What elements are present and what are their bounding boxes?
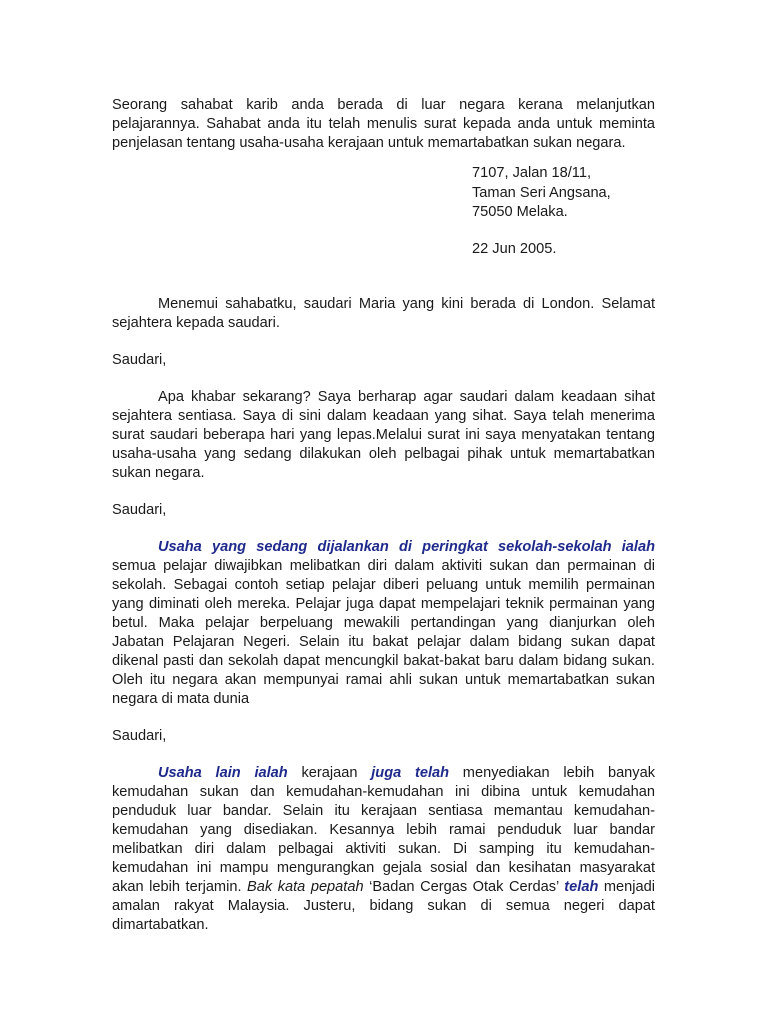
salutation-3: Saudari, bbox=[112, 727, 167, 744]
address-line-1: 7107, Jalan 18/11, bbox=[472, 165, 592, 181]
proverb-quote: ‘Badan Cergas Otak Cerdas’ bbox=[363, 878, 565, 895]
paragraph-introduction: Apa khabar sekarang? Saya berharap agar saudari dalam keadaan sihat sejahtera sentiasa. Saya di sini dalam keadaan yang sihat. Saya telah menerima surat saudari beberapa hari yang lepas.Melalui surat ini saya menyatakan tentang usaha-usaha yang sedang dilakukan oleh pelbagai pihak untuk memartabatkan sukan negara. bbox=[112, 388, 655, 481]
highlighted-phrase-3: telah bbox=[564, 878, 599, 895]
paragraph-body: semua pelajar diwajibkan melibatkan diri dalam aktiviti sukan dan permainan di sekolah. Sebagai contoh setiap pelajar diberi peluang untuk memilih permainan yang diminati oleh mereka. Pelajar juga dapat mempelajari teknik permainan yang betul. Maka pelajar berpeluang mewakili pertandingan yang dianjurkan oleh Jabatan Pelajaran Negeri. Selain itu bakat pelajar dalam bidang sukan dapat dikenal pasti dan sekolah dapat mencungkil bakat-bakat baru dalam bidang sukan. Oleh itu negara akan mempunyai ramai ahli sukan untuk memartabatkan sukan negara di mata dunia bbox=[112, 557, 655, 707]
opening-greeting: Menemui sahabatku, saudari Maria yang kini berada di London. Selamat sejahtera kepada saudari. bbox=[112, 295, 655, 331]
letter-date: 22 Jun 2005. bbox=[472, 240, 557, 257]
question-prompt: Seorang sahabat karib anda berada di luar negara kerana melanjutkan pelajarannya. Sahabat anda itu telah menulis surat kepada anda untuk meminta penjelasan tentang usaha-usaha kerajaan untuk memartabatkan sukan negara. bbox=[112, 97, 655, 151]
paragraph-government-efforts bbox=[112, 764, 655, 935]
letter-document bbox=[112, 96, 655, 935]
address-line-2: Taman Seri Angsana, bbox=[472, 184, 611, 201]
highlighted-phrase-2: juga telah bbox=[371, 764, 450, 781]
highlighted-topic-sentence: Usaha yang sedang dijalankan di peringkat sekolah-sekolah ialah bbox=[158, 538, 655, 555]
italic-phrase: Bak kata pepatah bbox=[247, 878, 364, 895]
salutation-1: Saudari, bbox=[112, 351, 167, 368]
paragraph-text-1: kerajaan bbox=[287, 764, 372, 781]
paragraph-school-efforts bbox=[112, 538, 655, 709]
salutation-2: Saudari, bbox=[112, 501, 167, 518]
sender-address bbox=[472, 164, 655, 223]
highlighted-phrase-1: Usaha lain ialah bbox=[158, 764, 288, 781]
paragraph-text-2: menyediakan lebih banyak kemudahan sukan dan kemudahan-kemudahan ini dibina untuk kemudahan penduduk luar bandar. Selain itu kerajaan sentiasa memantau kemudahan-kemudahan yang disediakan. Kesannya lebih ramai penduduk luar bandar melibatkan diri dalam pelbagai aktiviti sukan. Di samping itu kemudahan-kemudahan ini mampu mengurangkan gejala sosial dan kesihatan masyarakat akan lebih terjamin. bbox=[112, 764, 656, 895]
paragraph-text-3: menjadi amalan rakyat Malaysia. Justeru, bidang sukan di semua negeri dapat dimartabatkan. bbox=[112, 878, 655, 933]
address-line-3: 75050 Melaka. bbox=[472, 204, 568, 220]
